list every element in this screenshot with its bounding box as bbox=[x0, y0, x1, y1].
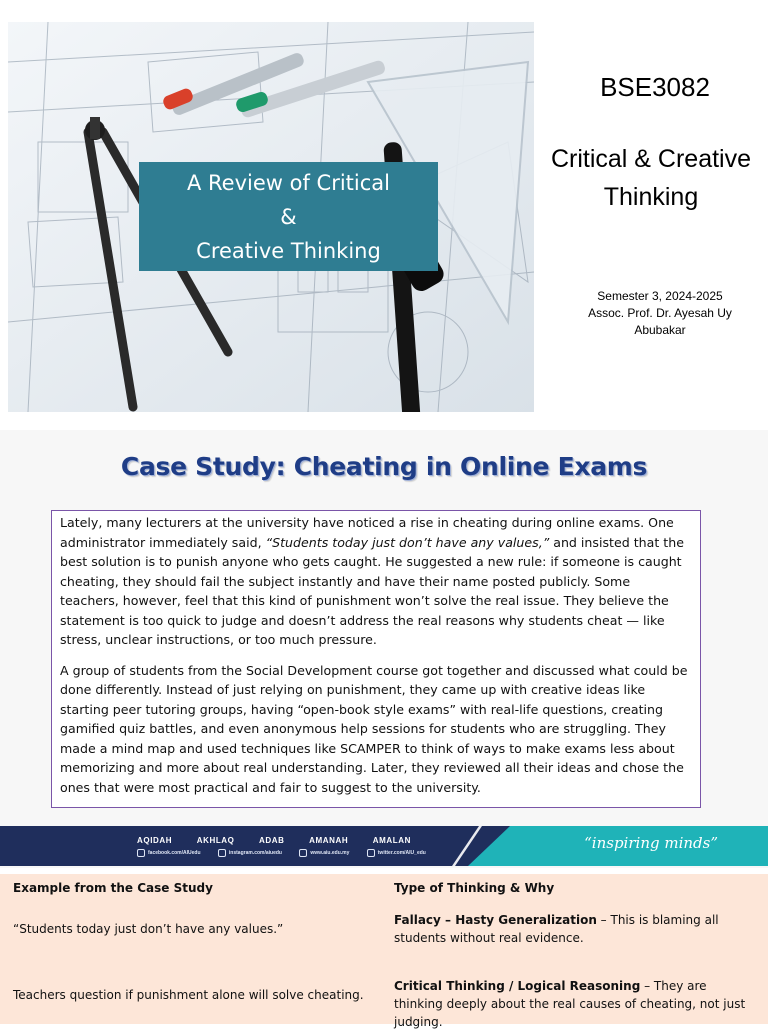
course-title-line-1: Critical & Creative bbox=[550, 145, 752, 173]
case-study-slide bbox=[0, 430, 768, 868]
website-link[interactable]: www.aiu.edu.my bbox=[299, 850, 349, 856]
value-1: AQIDAH bbox=[137, 836, 173, 845]
row-1-type bbox=[394, 911, 754, 947]
twitter-icon bbox=[367, 849, 375, 857]
value-4: AMANAH bbox=[309, 836, 349, 845]
title-line-2: & bbox=[280, 204, 297, 229]
globe-icon bbox=[299, 849, 307, 857]
course-title-line-2: Thinking bbox=[603, 183, 699, 211]
title-line-3: Creative Thinking bbox=[196, 238, 381, 263]
title-line-1: A Review of Critical bbox=[186, 170, 390, 195]
case-study-text-box bbox=[51, 510, 701, 808]
column-header-type: Type of Thinking & Why bbox=[394, 881, 555, 895]
drafting-tools-photo bbox=[8, 22, 534, 412]
lecturer-name-line-1: Assoc. Prof. Dr. Ayesah Uy bbox=[588, 306, 732, 320]
row-1-type-label: Fallacy – Hasty Generalization bbox=[394, 913, 597, 927]
value-3: ADAB bbox=[259, 836, 285, 845]
column-header-example: Example from the Case Study bbox=[13, 881, 213, 895]
course-info bbox=[560, 288, 760, 339]
row-2-type bbox=[394, 977, 754, 1031]
course-code: BSE3082 bbox=[600, 72, 710, 102]
para1-intro: Lately, many lecturers at the university have noticed a rise in cheating during online exams. One administrator immediately said, bbox=[60, 515, 674, 550]
instagram-link[interactable]: instagram.com/aiuedu bbox=[218, 850, 282, 856]
semester-text: Semester 3, 2024-2025 bbox=[597, 289, 723, 303]
core-values bbox=[137, 836, 433, 845]
lecturer-name-line-2: Abubakar bbox=[634, 323, 686, 337]
course-title bbox=[535, 140, 767, 216]
value-5: AMALAN bbox=[372, 836, 412, 845]
inspiring-minds-tagline: “inspiring minds” bbox=[584, 834, 718, 852]
para1-rest: and insisted that the best solution is to punish anyone who gets caught. He suggested a new rule: if someone is caught cheating, they should fail the subject instantly and have their name posted publicly. Some teachers, however, feel that this kind of punishment won’t solve the real issue. They believe the statement is too quick to judge and doesn’t address the real reasons why students cheat — like stress, unclear instructions, or too much pressure. bbox=[60, 534, 684, 647]
facebook-link[interactable]: facebook.com/AIUedu bbox=[137, 850, 201, 856]
row-1-example: “Students today just don’t have any values.” bbox=[13, 922, 284, 936]
examples-table-slide bbox=[0, 874, 768, 1029]
social-links bbox=[137, 849, 442, 857]
row-2-example: Teachers question if punishment alone will solve cheating. bbox=[13, 988, 364, 1002]
case-paragraph-2: A group of students from the Social Development course got together and discussed what could be done differently. Instead of just relying on punishment, they came up with creative ideas like starting peer tutoring groups, having “open-book style exams” with real-life questions, creating gamified quiz battles, and even anonymous help sessions for students who are struggling. They made a mind map and used techniques like SCAMPER to think of ways to make exams less about memorizing and more about real understanding. Later, they reviewed all their ideas and chose the ones that were most practical and fair to suggest to the university. bbox=[60, 662, 688, 795]
row-1-type-reason: – This is blaming all students without real evidence. bbox=[394, 913, 719, 945]
case-paragraph-1 bbox=[60, 513, 692, 650]
value-2: AKHLAQ bbox=[196, 836, 235, 845]
row-2-type-reason: – They are thinking deeply about the real causes of cheating, not just judging. bbox=[394, 979, 746, 1029]
para1-quote: “Students today just don’t have any values,” bbox=[265, 534, 550, 550]
university-footer-banner bbox=[0, 826, 768, 866]
facebook-icon bbox=[137, 849, 145, 857]
presentation-title-box bbox=[139, 162, 438, 271]
title-slide bbox=[0, 0, 768, 430]
row-2-type-label: Critical Thinking / Logical Reasoning bbox=[394, 979, 641, 993]
case-study-title: Case Study: Cheating in Online Exams bbox=[120, 452, 648, 481]
instagram-icon bbox=[218, 849, 226, 857]
twitter-link[interactable]: twitter.com/AIU_edu bbox=[367, 850, 426, 856]
